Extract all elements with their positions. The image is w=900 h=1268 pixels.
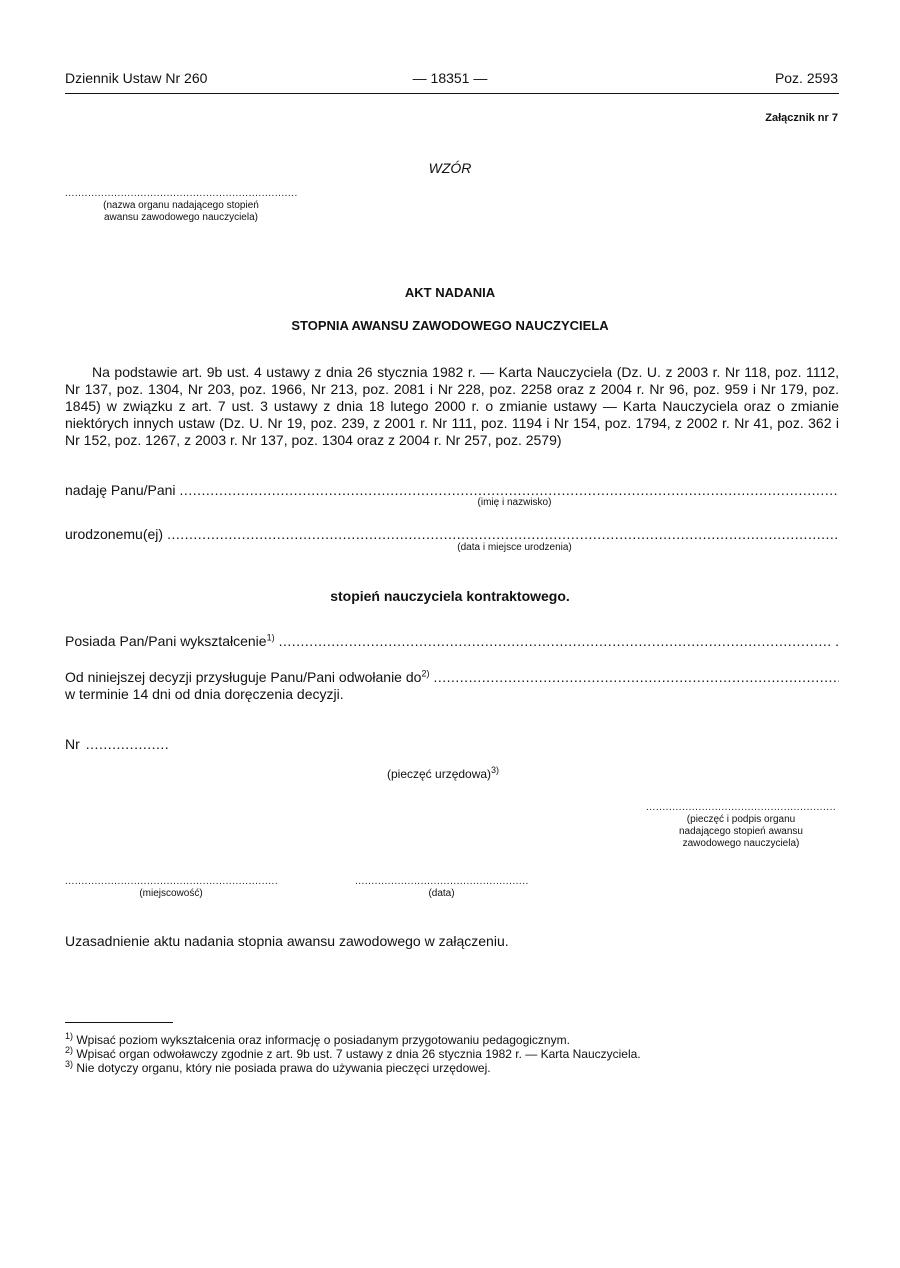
- position-number: Poz. 2593: [774, 70, 838, 86]
- appeal-deadline: w terminie 14 dni od dnia doręczenia decyzji.: [65, 686, 344, 702]
- footnote-ref-3: 3): [491, 765, 500, 775]
- education-label-text: Posiada Pan/Pani wykształcenie: [65, 633, 267, 649]
- education-row: [65, 633, 839, 649]
- place-dotted-line: [65, 876, 277, 888]
- birth-field-row: [65, 526, 839, 542]
- page-number: — 18351 —: [412, 70, 488, 86]
- footnote-1-mark: 1): [65, 1031, 74, 1041]
- place-block: [65, 876, 277, 900]
- name-caption: (imię i nazwisko): [477, 497, 552, 508]
- name-label: nadaję Panu/Pani: [65, 482, 176, 498]
- signature-caption-line2: nadającego stopień awansu: [679, 826, 803, 837]
- number-fill-line: [86, 736, 169, 752]
- footnote-2-text: Wpisać organ odwoławczy zgodnie z art. 9b ust. 7 ustawy z dnia 26 stycznia 1982 r. — Karta Nauczyciela.: [76, 1047, 641, 1061]
- template-label: WZÓR: [428, 160, 472, 176]
- appeal-label: [65, 669, 429, 685]
- annex-label: Załącznik nr 7: [765, 112, 838, 124]
- date-dotted-line: [355, 876, 528, 888]
- education-end: .: [835, 633, 839, 649]
- appeal-label-text: Od niniejszej decyzji przysługuje Panu/Pani odwołanie do: [65, 669, 422, 685]
- number-row: [65, 736, 169, 752]
- footnote-1: [65, 1033, 570, 1047]
- header-divider: [65, 93, 839, 94]
- footnote-1-text: Wpisać poziom wykształcenia oraz informację o posiadanym przygotowaniu pedagogicznym.: [76, 1033, 570, 1047]
- issuer-block: [65, 188, 297, 224]
- footnote-divider: [65, 1022, 173, 1023]
- official-stamp-text: (pieczęć urzędowa): [387, 767, 492, 781]
- name-fill-line: [180, 482, 839, 498]
- appeal-row: [65, 669, 839, 685]
- birth-caption: (data i miejsce urodzenia): [457, 542, 572, 553]
- issuer-caption-line1: (nazwa organu nadającego stopień: [103, 200, 259, 211]
- issuer-caption-line2: awansu zawodowego nauczyciela): [104, 212, 258, 223]
- footnote-ref-2: 2): [421, 668, 430, 679]
- birth-fill-line: [167, 526, 839, 542]
- issuer-dotted-line: [65, 188, 297, 200]
- footnote-3: [65, 1061, 491, 1075]
- footnote-ref-1: 1): [266, 632, 275, 643]
- signature-caption-line1: (pieczęć i podpis organu: [686, 814, 796, 825]
- footnote-2: [65, 1047, 641, 1061]
- appeal-fill-line: [433, 669, 839, 685]
- degree-statement: stopień nauczyciela kontraktowego.: [330, 588, 570, 604]
- name-field-row: [65, 482, 839, 498]
- date-caption: (data): [428, 888, 455, 899]
- date-block: [355, 876, 528, 900]
- footnote-2-mark: 2): [65, 1045, 74, 1055]
- place-caption: (miejscowość): [139, 888, 203, 899]
- signature-dotted-line: [646, 802, 836, 814]
- journal-title: Dziennik Ustaw Nr 260: [65, 70, 208, 86]
- official-stamp: [387, 767, 499, 781]
- birth-label: urodzonemu(ej): [65, 526, 164, 542]
- education-label: [65, 633, 275, 649]
- education-fill-line: [279, 633, 833, 649]
- footnote-3-mark: 3): [65, 1059, 74, 1069]
- signature-block: [646, 802, 836, 850]
- legal-basis-paragraph: Na podstawie art. 9b ust. 4 ustawy z dnia 26 stycznia 1982 r. — Karta Nauczyciela (Dz. U. z 2003 r. Nr 118, poz. 1112, Nr 137, poz. 1304, Nr 203, poz. 1966, Nr 213, poz. 2081 i Nr 228, poz. 2258 oraz z 2004 r. Nr 96, poz. 959 i Nr 179, poz. 1845) w związku z art. 7 ust. 3 ustawy z dnia 18 lutego 2000 r. o zmianie ustawy — Karta Nauczyciela oraz o zmianie niektórych innych ustaw (Dz. U. Nr 19, poz. 239, z 2001 r. Nr 111, poz. 1194 i Nr 154, poz. 1794, z 2002 r. Nr 41, poz. 362 i Nr 152, poz. 1267, z 2003 r. Nr 137, poz. 1304 oraz z 2004 r. Nr 257, poz. 2579): [65, 364, 839, 448]
- number-label: Nr: [65, 736, 80, 752]
- document-subtitle: STOPNIA AWANSU ZAWODOWEGO NAUCZYCIELA: [291, 318, 609, 333]
- signature-caption-line3: zawodowego nauczyciela): [682, 838, 800, 849]
- justification-note: Uzasadnienie aktu nadania stopnia awansu zawodowego w załączeniu.: [65, 933, 509, 949]
- document-title: AKT NADANIA: [404, 285, 496, 300]
- footnote-3-text: Nie dotyczy organu, który nie posiada prawa do używania pieczęci urzędowej.: [76, 1061, 491, 1075]
